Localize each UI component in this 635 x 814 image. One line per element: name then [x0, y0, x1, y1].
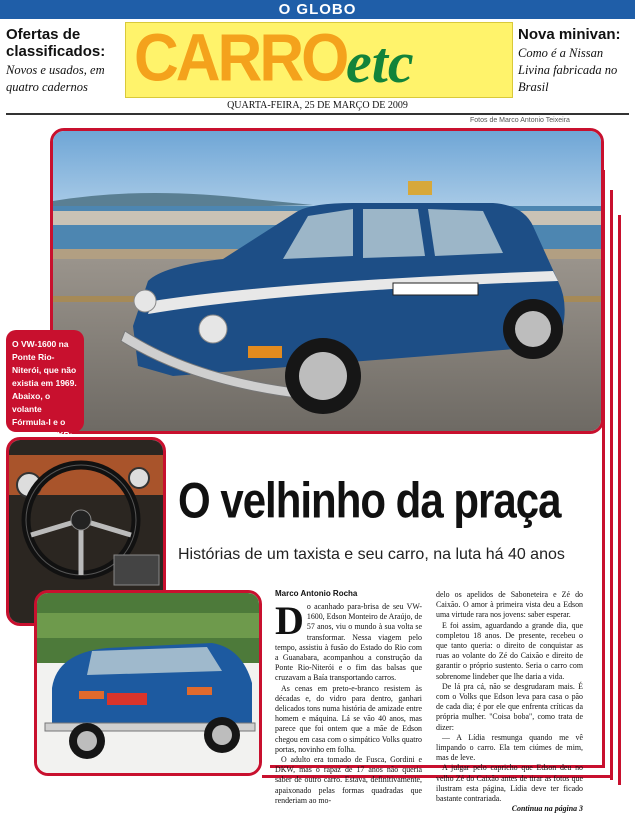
rear-car-illustration: [37, 593, 259, 773]
paragraph: — A Lídia resmunga quando me vê limpando o carro. Ela tem ciúmes de mim, mas de leve.: [436, 732, 583, 763]
article-column-2: [436, 590, 583, 814]
paragraph: De lá pra cá, não se desgrudaram mais. É com o Volks que Edson leva para casa o pão de cada dia; é por ele que enfrenta críticas da própria mulher. "Coisa boba", como trata de dizer:: [436, 681, 583, 732]
paragraph: E foi assim, aguardando a grande dia, que completou 18 anos. De presente, recebeu o que tanto queria: o direito de conquistar as ruas ao volante do Zé do Caixão e direito de garantir o próprio sustento. Seria o carro com sobrenome lindeber que lhe daria a vida.: [436, 620, 583, 681]
paragraph: As cenas em preto-e-branco resistem às décadas e, do vidro para dentro, ganhari delicados tons numa história de amizade entre homem e máquina. Lá se vão 40 anos, mas parece que foi ontem que a mãe de Edson chegou em casa com o simpático Volks quatro portas, novinho em folha.: [275, 683, 422, 754]
byline: Marco Antonio Rocha: [275, 589, 358, 598]
left-teaser-text: Novos e usados, em quatro cadernos: [6, 63, 105, 94]
taxi-car-illustration: [53, 131, 601, 431]
paragraph: delo os apelidos de Saboneteira e Zé do Caixão. O amor à primeira vista deu a Edson uma virtude rara nos jovens: saber esperar.: [436, 590, 583, 620]
issue-date: QUARTA-FEIRA, 25 DE MARÇO DE 2009: [227, 100, 408, 111]
rear-car-photo: [34, 590, 262, 776]
paragraph: O adulto era tomado de Fusca, Gordini e DKW, mas o rapaz de 17 anos não queria saber de outro carro. Estava, definitivamente, apaixonado pelas formas quadradas que renderiam ao mo-: [275, 755, 422, 805]
headline: O velhinho da praça: [178, 472, 561, 529]
dropcap: D: [275, 598, 304, 643]
continuation-link[interactable]: Continua na página 3: [511, 804, 583, 814]
red-rule: [618, 215, 621, 785]
left-teaser[interactable]: [6, 26, 116, 96]
paragraph: A julgar pelo capricho que Edson deu no velho Zé do Caixão antes de tirar as fotos que ilustram esta página, Lídia deve ter ficado bastante contrariada.: [436, 763, 583, 804]
red-rule: [610, 190, 613, 780]
photo-caption: O VW-1600 na Ponte Rio-Niterói, que não existia em 1969. Abaixo, o volante Fórmula-I e o toca-fitas TKR:: [6, 330, 84, 432]
logo-carro-text: CARRO: [134, 21, 347, 96]
photo-credit: Fotos de Marco Antonio Teixeira: [470, 117, 570, 124]
newspaper-brand[interactable]: O GLOBO: [278, 1, 357, 18]
right-teaser[interactable]: [518, 26, 630, 96]
masthead-rule: [6, 113, 629, 115]
main-car-photo: [50, 128, 604, 434]
article-column-1: [275, 598, 422, 806]
right-teaser-title: Nova minivan:: [518, 26, 621, 43]
subheadline: Histórias de um taxista e seu carro, na luta há 40 anos: [178, 546, 565, 563]
right-teaser-text: Como é a Nissan Livina fabricada no Brasil: [518, 46, 618, 94]
section-logo: [125, 22, 513, 98]
paragraph: o acanhado para-brisa de seu VW-1600, Edson Monteiro de Araújo, de 57 anos, viu o mundo à sua volta se transformar. Nessa viagem pelo tempo, assistiu à fusão do Estado do Rio com a Guanabara, acompanhou a construção da Ponte Rio-Niterói e o fim das balsas que cruzavam a Baía transportando carros.: [275, 602, 422, 683]
logo-etc-text: etc: [346, 30, 414, 95]
left-teaser-title: Ofertas de classificados:: [6, 26, 106, 60]
